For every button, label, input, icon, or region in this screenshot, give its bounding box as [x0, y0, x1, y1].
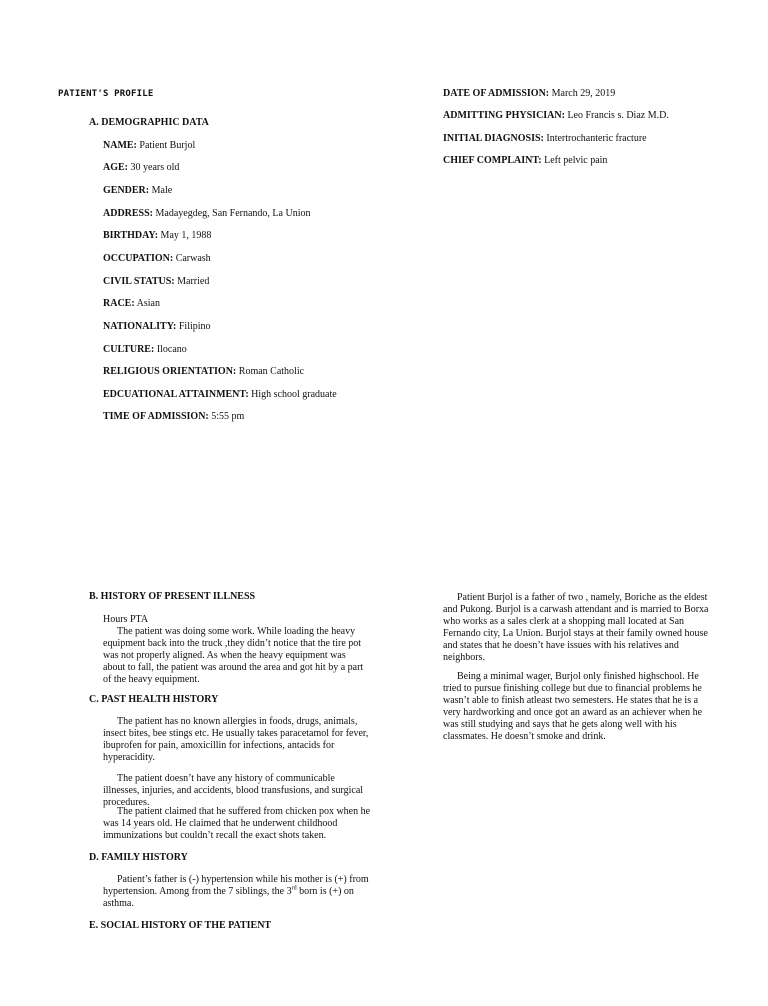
hpi-hours-pta: Hours PTA: [103, 614, 149, 625]
field-religious-orientation: RELIGIOUS ORIENTATION: Roman Catholic: [103, 366, 305, 377]
social-history-paragraph-2: Being a minimal wager, Burjol only finished highschool. He tried to pursue finishing college but due to financial problems he wasn’t able to finish atleast two semesters. He states that he is a very hardworking and once got an award as an achiever when he was still studying and says that he gets along well with his classmates. He doesn’t smoke and drink.: [443, 671, 703, 742]
phh-paragraph-1: The patient has no known allergies in foods, drugs, animals, insect bites, bee stings etc. He usually takes paracetamol for fever, ibuprofen for pain, amoxicillin for infections, antacids for hyperacidity.: [103, 716, 369, 763]
field-culture: CULTURE: Ilocano: [103, 344, 187, 355]
field-date-of-admission: DATE OF ADMISSION: March 29, 2019: [443, 88, 616, 99]
section-b-heading: B. HISTORY OF PRESENT ILLNESS: [89, 591, 256, 602]
page-title: PATIENT'S PROFILE: [58, 89, 154, 99]
section-d-heading: D. FAMILY HISTORY: [89, 852, 188, 863]
field-initial-diagnosis: INITIAL DIAGNOSIS: Intertrochanteric fracture: [443, 133, 647, 144]
field-chief-complaint: CHIEF COMPLAINT: Left pelvic pain: [443, 155, 608, 166]
field-gender: GENDER: Male: [103, 185, 173, 196]
field-educational-attainment: EDCUATIONAL ATTAINMENT: High school graduate: [103, 389, 337, 400]
phh-paragraph-3: The patient claimed that he suffered from chicken pox when he was 14 years old. He claimed that he underwent childhood immunizations but couldn’t recall the exact shots taken.: [103, 806, 371, 841]
section-c-heading: C. PAST HEALTH HISTORY: [89, 694, 219, 705]
field-time-of-admission: TIME OF ADMISSION: 5:55 pm: [103, 411, 245, 422]
field-admitting-physician: ADMITTING PHYSICIAN: Leo Francis s. Diaz M.D.: [443, 110, 669, 121]
field-civil-status: CIVIL STATUS: Married: [103, 276, 210, 287]
field-age: AGE: 30 years old: [103, 162, 180, 173]
section-e-heading: E. SOCIAL HISTORY OF THE PATIENT: [89, 920, 272, 931]
field-birthday: BIRTHDAY: May 1, 1988: [103, 230, 212, 241]
field-name: NAME: Patient Burjol: [103, 140, 196, 151]
phh-paragraph-2: The patient doesn’t have any history of communicable illnesses, injuries, and accidents, blood transfusions, and surgical procedures.: [103, 773, 364, 808]
field-race: RACE: Asian: [103, 298, 160, 309]
family-history-paragraph: Patient’s father is (-) hypertension while his mother is (+) from hypertension. Among from the 7 siblings, the 3rd born is (+) on asthma.: [103, 874, 369, 909]
field-occupation: OCCUPATION: Carwash: [103, 253, 211, 264]
hpi-paragraph: The patient was doing some work. While loading the heavy equipment back into the truck ,they didn’t notice that the tire pot was not properly aligned. As when the heavy equipment was about to fall, the patient was around the area and got hit by a part of the heavy equipment.: [103, 626, 364, 685]
field-address: ADDRESS: Madayegdeg, San Fernando, La Union: [103, 208, 311, 219]
section-a-heading: A. DEMOGRAPHIC DATA: [89, 117, 209, 128]
field-nationality: NATIONALITY: Filipino: [103, 321, 211, 332]
social-history-paragraph-1: Patient Burjol is a father of two , namely, Boriche as the eldest and Pukong. Burjol is a carwash attendant and is married to Borxa who works as a sales clerk at a shopping mall located at San Fernando city, La Union. Burjol stays at their family owned house and states that he doesn’t have issues with his relatives and neighbors.: [443, 592, 709, 663]
